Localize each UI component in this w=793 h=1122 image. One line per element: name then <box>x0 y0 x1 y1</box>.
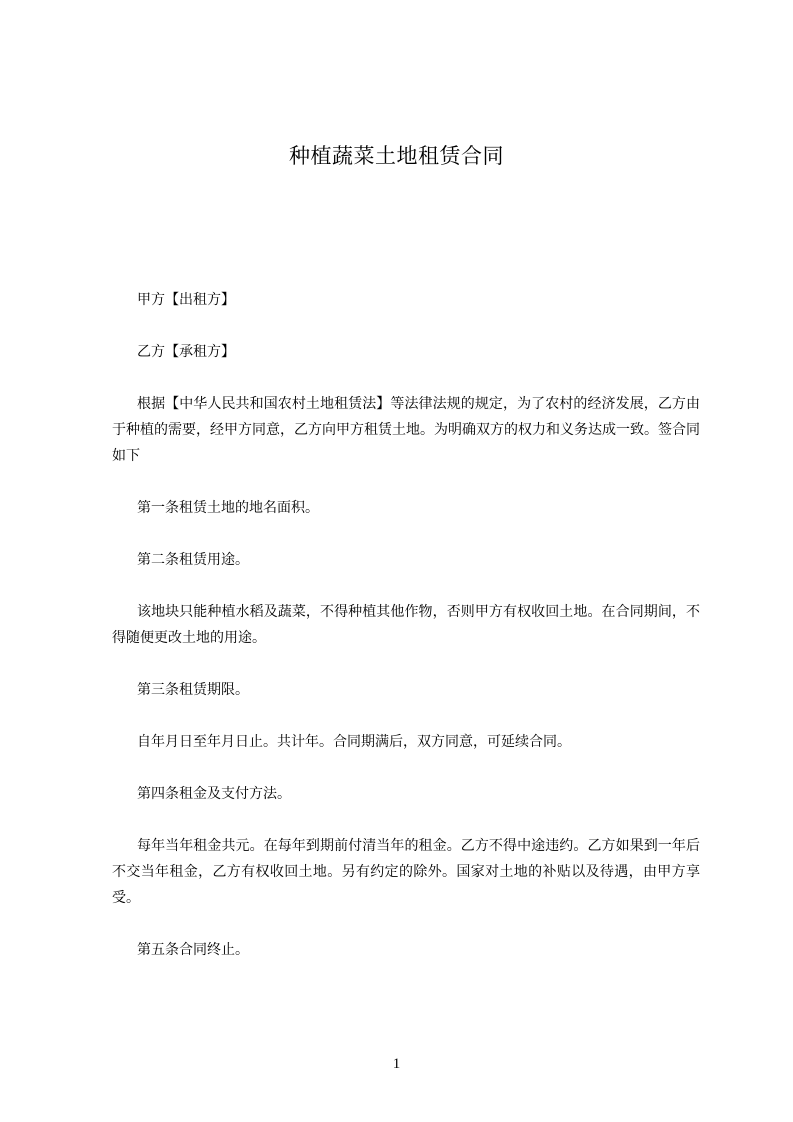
document-body <box>112 287 700 963</box>
party-b-line: 乙方【承租方】 <box>137 344 235 360</box>
party-a-line: 甲方【出租方】 <box>137 292 235 308</box>
preamble-paragraph: 根据【中华人民共和国农村土地租赁法】等法律法规的规定，为了农村的经济发展，乙方由于种植的需要，经甲方同意，乙方向甲方租赁土地。为明确双方的权力和义务达成一致。签合同如下 <box>112 396 700 464</box>
article-3-heading: 第三条租赁期限。 <box>137 682 249 698</box>
article-1-heading: 第一条租赁土地的地名面积。 <box>137 500 319 516</box>
article-4-heading: 第四条租金及支付方法。 <box>137 786 291 802</box>
article-3-paragraph: 自年月日至年月日止。共计年。合同期满后，双方同意，可延续合同。 <box>137 734 571 750</box>
article-2-heading: 第二条租赁用途。 <box>137 552 249 568</box>
document-title: 种植蔬菜土地租赁合同 <box>289 144 504 168</box>
article-2-paragraph: 该地块只能种植水稻及蔬菜，不得种植其他作物，否则甲方有权收回土地。在合同期间，不得随便更改土地的用途。 <box>112 604 700 646</box>
page-number: 1 <box>392 1056 401 1072</box>
article-5-heading: 第五条合同终止。 <box>137 942 249 958</box>
article-4-paragraph: 每年当年租金共元。在每年到期前付清当年的租金。乙方不得中途违约。乙方如果到一年后不交当年租金，乙方有权收回土地。另有约定的除外。国家对土地的补贴以及待遇，由甲方享受。 <box>112 838 700 906</box>
